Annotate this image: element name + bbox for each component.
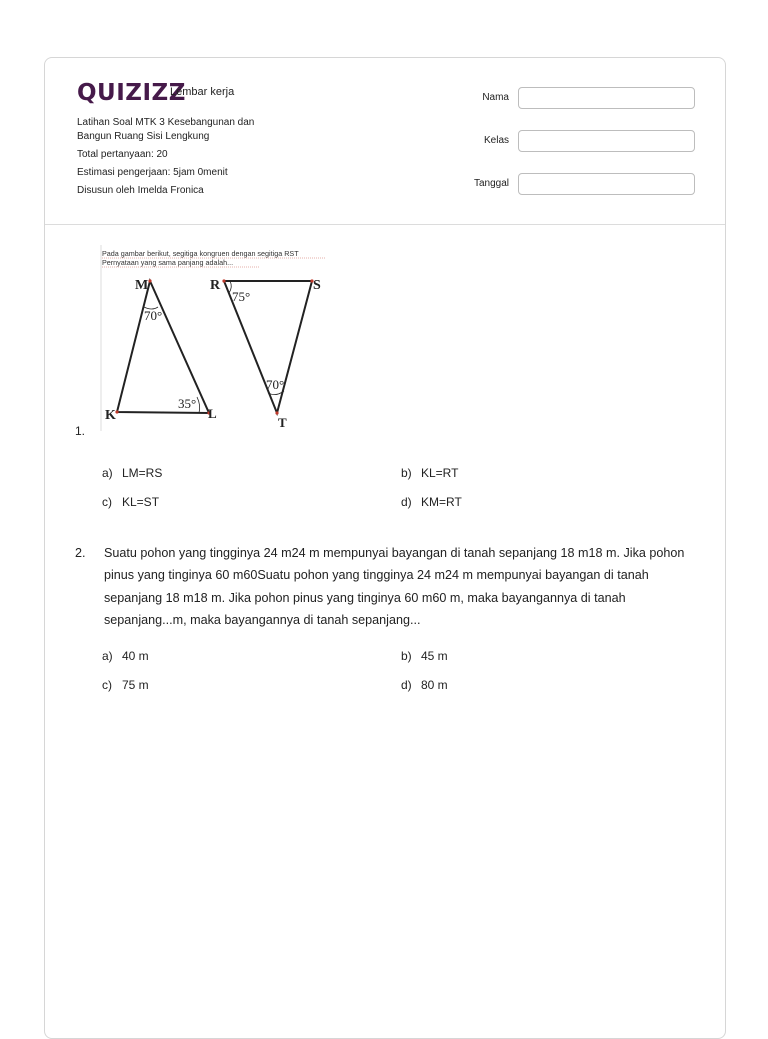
option-text: LM=RS: [122, 466, 163, 480]
author: Disusun oleh Imelda Fronica: [77, 185, 204, 196]
option-letter: b): [401, 466, 412, 480]
worksheet: [44, 57, 726, 1039]
question-2-option-d[interactable]: [401, 678, 448, 692]
vertex-t: T: [278, 415, 287, 430]
option-text: 75 m: [122, 678, 149, 692]
question-2-text: Suatu pohon yang tingginya 24 m24 m mempunyai bayangan di tanah sepanjang 18 m18 m. Jika pohon pinus yang tinginya 60 m60Suatu pohon yang tingginya 24 m24 m mempunyai bayangan di tanah sepanjang 18 m18 m. Jika pohon pinus yang tinginya 60 m60 m, maka bayangannya di tanah sepanjang...m, maka bayangannya di tanah sepanjang...: [104, 546, 685, 627]
date-field[interactable]: [518, 173, 695, 195]
option-text: KL=ST: [122, 495, 160, 509]
vertex-s: S: [313, 278, 321, 293]
question-2-option-b[interactable]: [401, 649, 448, 663]
option-letter: c): [102, 495, 112, 509]
option-letter: a): [102, 649, 113, 663]
figure-caption-1: Pada gambar berikut, segitiga kongruen dengan segitiga RST: [102, 249, 299, 258]
class-label: Kelas: [483, 135, 509, 146]
title-line-1: Latihan Soal MTK 3 Kesebangunan dan: [77, 117, 255, 128]
question-1-option-a[interactable]: [102, 466, 162, 480]
time-estimate: Estimasi pengerjaan: 5jam 0menit: [77, 167, 228, 178]
title-line-2: Bangun Ruang Sisi Lengkung: [77, 131, 210, 142]
question-2-number: 2.: [75, 546, 86, 560]
option-letter: a): [102, 466, 113, 480]
option-letter: d): [401, 678, 412, 692]
question-1-option-b[interactable]: [401, 466, 458, 480]
name-field[interactable]: [518, 87, 695, 109]
question-1-option-d[interactable]: [401, 495, 462, 509]
worksheet-type: Lembar kerja: [170, 86, 235, 98]
option-text: 80 m: [421, 678, 448, 692]
quizizz-logo: QUIZIZZ: [77, 80, 186, 106]
question-2: [75, 542, 690, 631]
date-label: Tanggal: [473, 178, 509, 189]
vertex-k: K: [105, 408, 116, 423]
angle-t-label: 70°: [266, 377, 285, 392]
angle-m-label: 70°: [144, 308, 163, 323]
question-1-number: 1.: [75, 424, 86, 438]
option-letter: d): [401, 495, 412, 509]
angle-l-label: 35°: [178, 396, 197, 411]
worksheet-header: [45, 58, 725, 225]
question-1-figure: [100, 245, 352, 431]
name-label: Nama: [482, 92, 509, 103]
question-2-option-c[interactable]: [102, 678, 149, 692]
worksheet-meta: [77, 116, 317, 202]
worksheet-title: [77, 116, 317, 144]
class-field[interactable]: [518, 130, 695, 152]
option-text: 45 m: [421, 649, 448, 663]
vertex-l: L: [208, 406, 217, 421]
vertex-m: M: [135, 278, 149, 293]
question-2-option-a[interactable]: [102, 649, 149, 663]
option-text: 40 m: [122, 649, 149, 663]
option-letter: b): [401, 649, 412, 663]
triangle-klm: [117, 281, 209, 413]
option-text: KL=RT: [421, 466, 459, 480]
vertex-r: R: [210, 278, 221, 293]
option-letter: c): [102, 678, 112, 692]
figure-caption-2: Pernyataan yang sama panjang adalah...: [102, 258, 234, 267]
total-questions: Total pertanyaan: 20: [77, 149, 168, 160]
question-1-option-c[interactable]: [102, 495, 159, 509]
option-text: KM=RT: [421, 495, 462, 509]
angle-r-label: 75°: [232, 289, 251, 304]
